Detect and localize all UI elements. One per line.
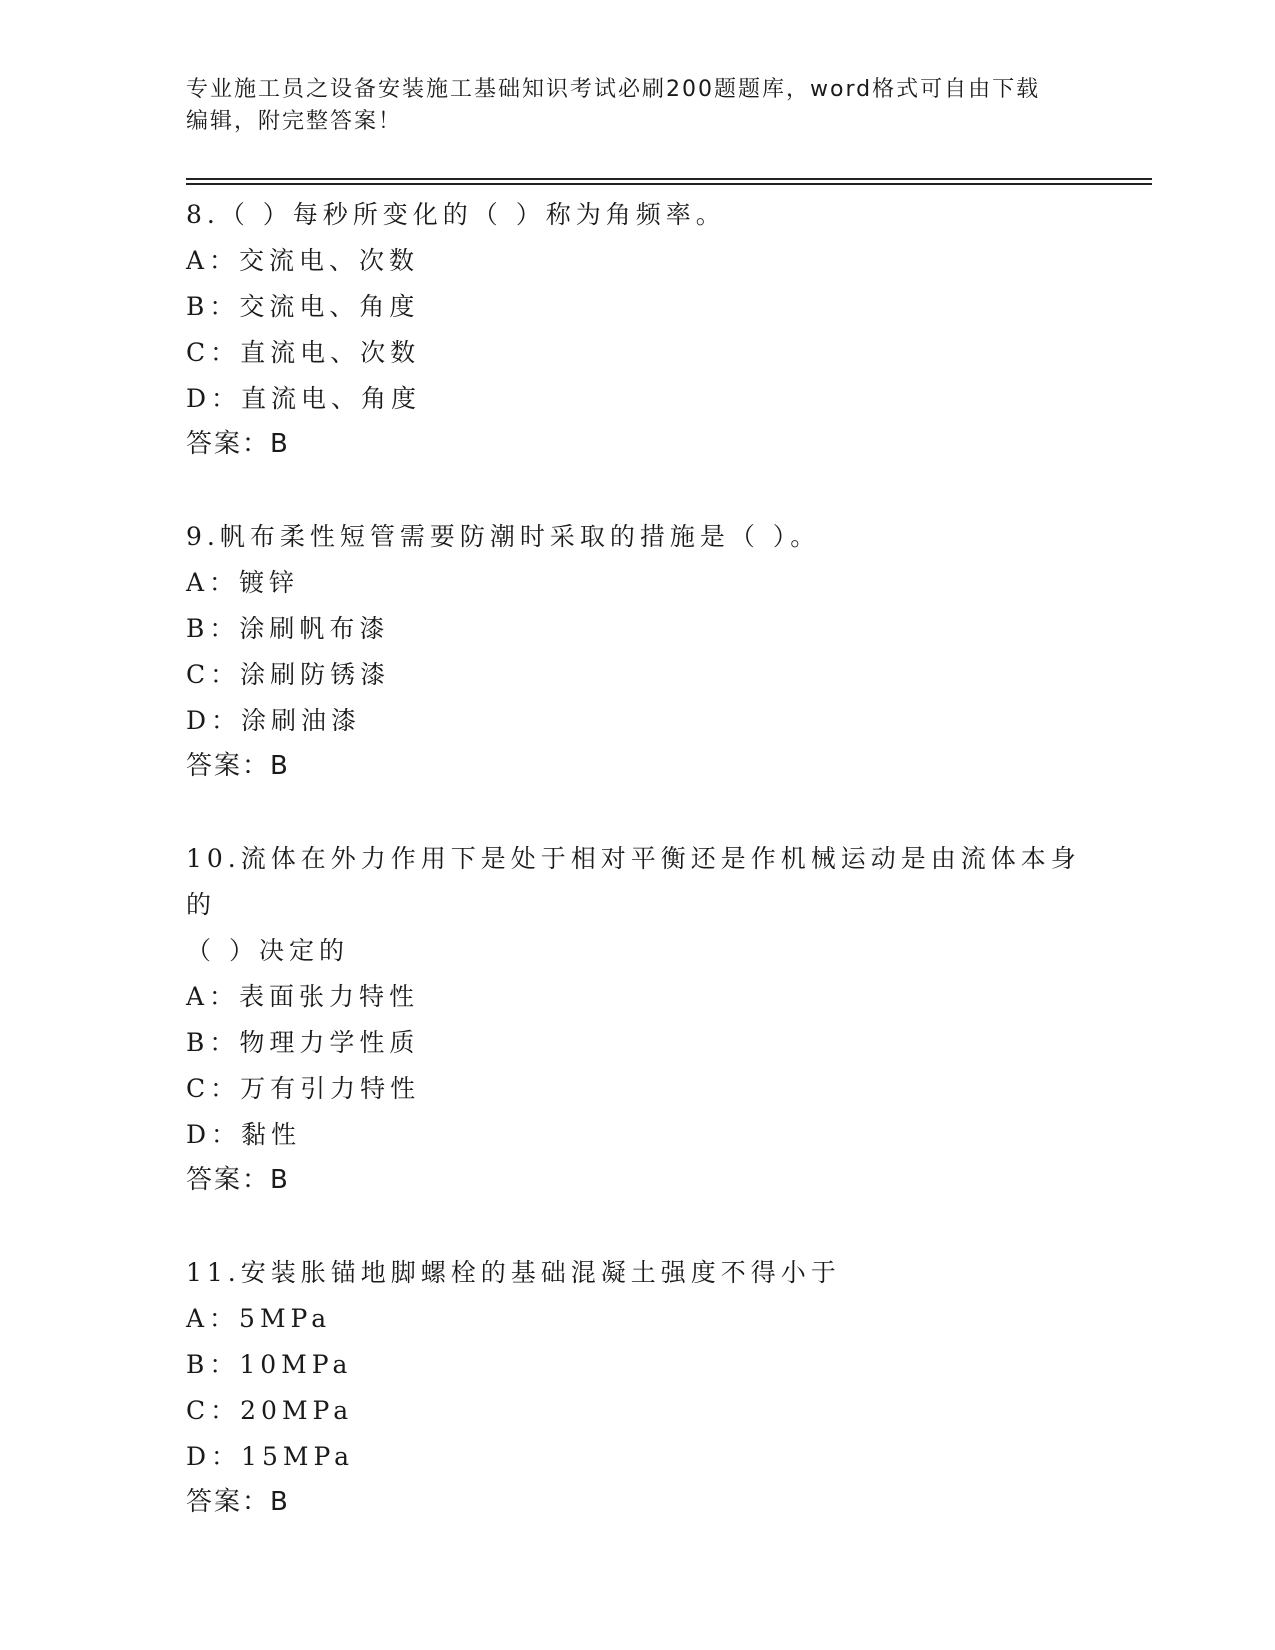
- question-spacer: [186, 1202, 1106, 1250]
- header-line-2: 编辑，附完整答案！: [186, 109, 403, 134]
- question-11: [186, 1250, 1106, 1524]
- option-c: C：20MPa: [186, 1396, 354, 1425]
- document-header: [186, 74, 1086, 138]
- question-title-line-1: 10.流体在外力作用下是处于相对平衡还是作机械运动是由流体本身的: [186, 844, 1081, 919]
- question-list: [186, 192, 1106, 1524]
- answer-line: 答案：B: [186, 751, 290, 781]
- option-b: B：交流电、角度: [186, 292, 420, 321]
- question-title: 11.安装胀锚地脚螺栓的基础混凝土强度不得小于: [186, 1258, 841, 1287]
- question-9: [186, 514, 1106, 788]
- option-d: D：涂刷油漆: [186, 706, 362, 735]
- question-8: [186, 192, 1106, 466]
- option-b: B：物理力学性质: [186, 1028, 420, 1057]
- option-a: A：交流电、次数: [186, 246, 420, 275]
- option-c: C：万有引力特性: [186, 1074, 421, 1103]
- question-spacer: [186, 788, 1106, 836]
- answer-line: 答案：B: [186, 1487, 290, 1517]
- option-b: B：10MPa: [186, 1350, 353, 1379]
- header-divider-bottom: [186, 183, 1152, 185]
- option-a: A：5MPa: [186, 1304, 332, 1333]
- option-c: C：直流电、次数: [186, 338, 421, 367]
- question-spacer: [186, 466, 1106, 514]
- question-title-line-2: （ ）决定的: [186, 936, 349, 965]
- question-title: 9.帆布柔性短管需要防潮时采取的措施是（ ）。: [186, 522, 821, 551]
- option-a: A：镀锌: [186, 568, 300, 597]
- answer-line: 答案：B: [186, 1165, 290, 1195]
- header-line-1: 专业施工员之设备安装施工基础知识考试必刷200题题库，word格式可自由下载: [186, 77, 1041, 102]
- header-divider-top: [186, 178, 1152, 180]
- option-c: C：涂刷防锈漆: [186, 660, 391, 689]
- answer-line: 答案：B: [186, 429, 290, 459]
- option-d: D：15MPa: [186, 1442, 355, 1471]
- option-d: D：黏性: [186, 1120, 302, 1149]
- question-10: [186, 836, 1106, 1202]
- option-a: A：表面张力特性: [186, 982, 420, 1011]
- question-title: 8.（ ）每秒所变化的（ ）称为角频率。: [186, 200, 726, 229]
- option-d: D：直流电、角度: [186, 384, 422, 413]
- option-b: B：涂刷帆布漆: [186, 614, 390, 643]
